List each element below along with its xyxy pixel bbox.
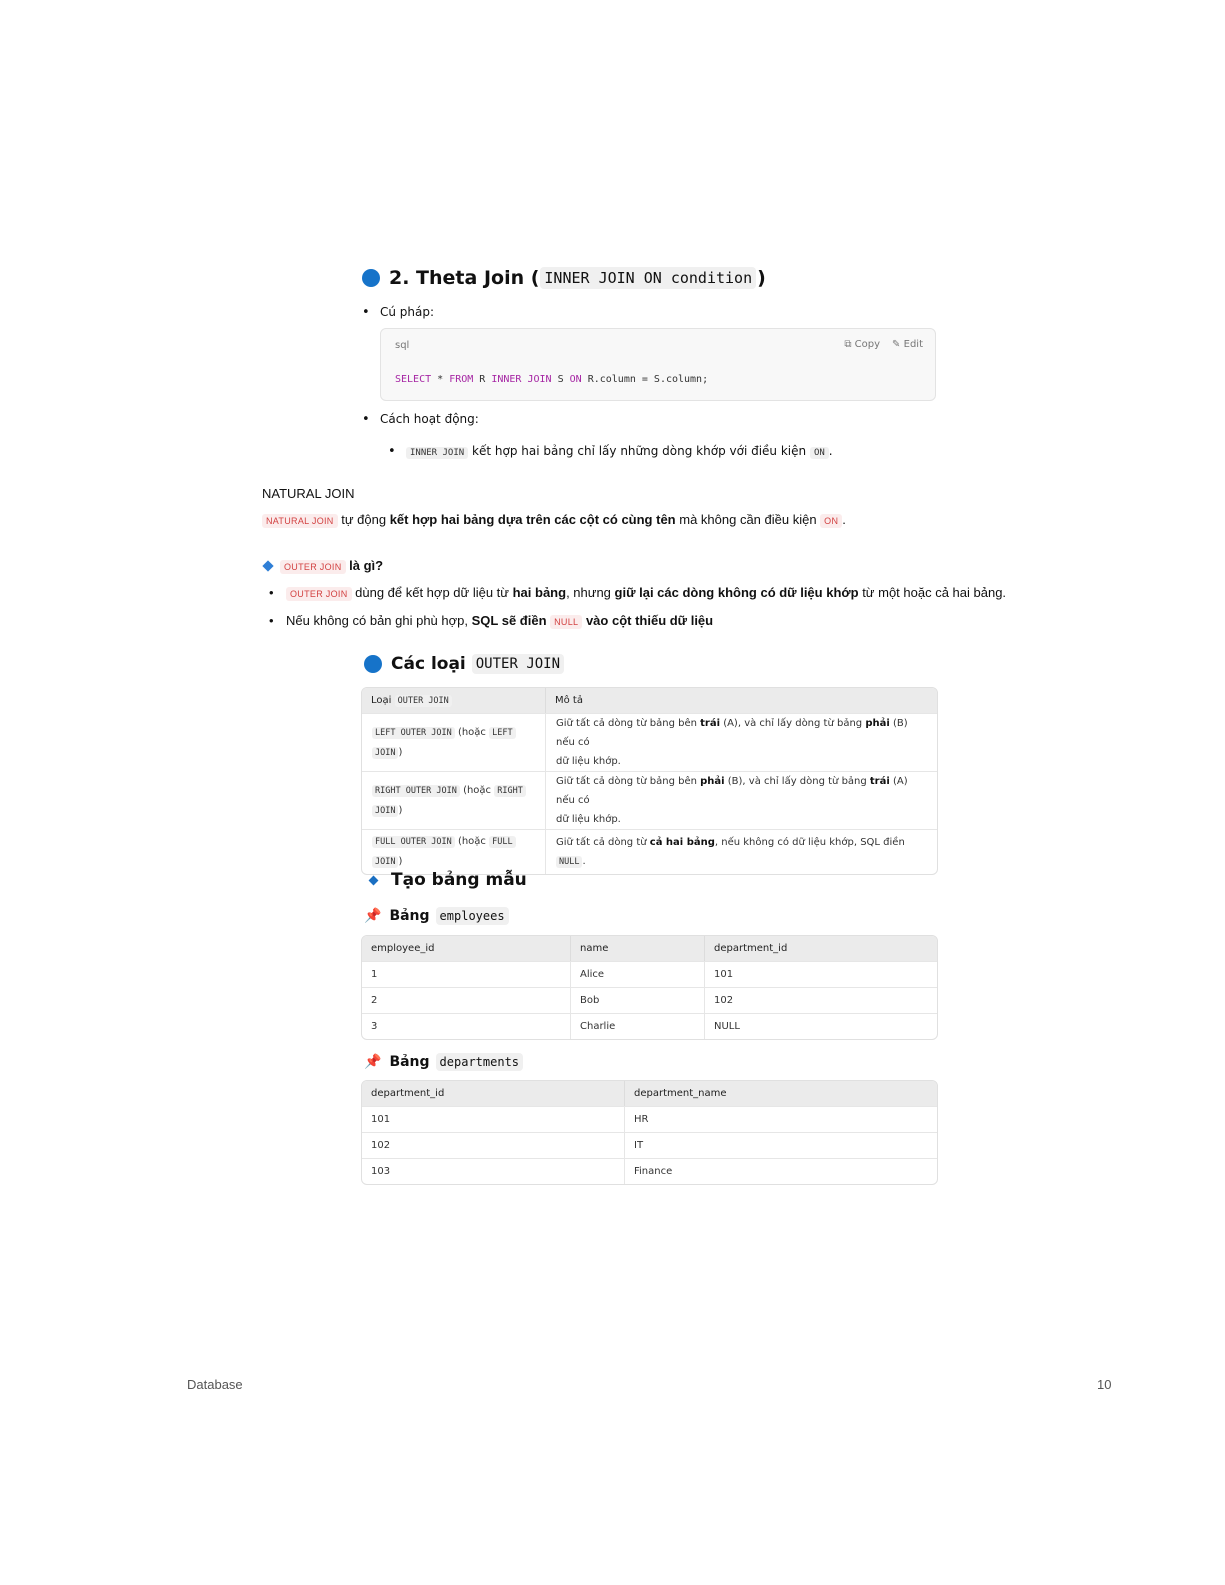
column-header: department_name bbox=[625, 1081, 937, 1106]
copy-button[interactable] bbox=[844, 339, 880, 350]
inline-code: JOIN bbox=[372, 805, 398, 817]
inline-code-outer: OUTER JOIN bbox=[280, 560, 346, 574]
natural-join-title: NATURAL JOIN bbox=[262, 486, 355, 501]
inline-code: RIGHT bbox=[494, 785, 526, 797]
sub-end: . bbox=[828, 444, 833, 458]
b1-text-2: , nhưng bbox=[566, 585, 615, 600]
outer-types-heading bbox=[364, 650, 564, 678]
column-header: department_id bbox=[705, 936, 937, 961]
footer-title: Database bbox=[187, 1377, 243, 1392]
outer-bullet-2: • Nếu không có bản ghi phù hợp, SQL sẽ điền NULL vào cột thiếu dữ liệu bbox=[269, 613, 714, 628]
table-cell: 3 bbox=[362, 1013, 571, 1039]
natural-bold: kết hợp hai bảng dựa trên các cột có cùng tên bbox=[389, 512, 676, 527]
inline-code: LEFT bbox=[489, 727, 515, 739]
outer-join-types-table bbox=[361, 687, 938, 875]
types-heading-code: OUTER JOIN bbox=[472, 654, 564, 674]
sample-heading bbox=[364, 866, 527, 894]
b1-bold-1: hai bảng bbox=[512, 585, 567, 600]
diamond-icon bbox=[262, 560, 273, 571]
inline-code: INNER JOIN bbox=[406, 447, 468, 459]
cell-type bbox=[362, 771, 546, 829]
copy-label: Copy bbox=[854, 339, 881, 350]
table-cell: 2 bbox=[362, 987, 571, 1013]
b1-bold-2: giữ lại các dòng không có dữ liệu khớp bbox=[614, 585, 859, 600]
code-line bbox=[395, 374, 708, 385]
table-row bbox=[362, 1106, 937, 1132]
outer-bullet-1: • OUTER JOIN dùng để kết hợp dữ liệu từ hai bảng, nhưng giữ lại các dòng không có dữ liệu khớp từ một hoặc cả hai bảng. bbox=[269, 585, 1007, 600]
code-s: S bbox=[551, 374, 570, 385]
heading-text-end: ) bbox=[757, 267, 766, 289]
edit-button[interactable] bbox=[892, 339, 923, 350]
table-cell: 102 bbox=[705, 987, 937, 1013]
table-cell: 101 bbox=[362, 1106, 625, 1132]
inline-code-on: ON bbox=[820, 514, 842, 528]
types-heading-text: Các loại bbox=[391, 654, 466, 674]
inline-code: FULL bbox=[489, 836, 515, 848]
inline-code: FULL OUTER JOIN bbox=[372, 836, 455, 848]
cell-text: (hoặc bbox=[454, 726, 490, 738]
inline-code: LEFT OUTER JOIN bbox=[372, 727, 455, 739]
blue-circle-icon bbox=[364, 655, 382, 673]
table-cell: 102 bbox=[362, 1132, 625, 1158]
syntax-label: • Cú pháp: bbox=[380, 305, 434, 319]
table-cell: Bob bbox=[571, 987, 705, 1013]
diamond-icon bbox=[369, 875, 379, 885]
cell-text: (hoặc bbox=[459, 784, 495, 796]
table-row bbox=[362, 1013, 937, 1039]
inline-code: NULL bbox=[556, 856, 582, 868]
table-label: Bảng bbox=[389, 908, 430, 924]
sample-heading-text: Tạo bảng mẫu bbox=[391, 870, 527, 890]
b2-bold-1: SQL sẽ điền bbox=[471, 613, 551, 628]
edit-label: Edit bbox=[903, 339, 923, 350]
natural-end: . bbox=[842, 512, 846, 527]
how-label: • Cách hoạt động: bbox=[380, 412, 479, 426]
employees-heading bbox=[364, 905, 509, 927]
inline-code-natural: NATURAL JOIN bbox=[262, 514, 338, 528]
natural-text-2: mà không cần điều kiện bbox=[675, 512, 821, 527]
sub-text: kết hợp hai bảng chỉ lấy những dòng khớp với điều kiện bbox=[472, 444, 807, 458]
code-condition: R.column = S.column; bbox=[581, 374, 709, 385]
cell-desc: Giữ tất cả dòng từ bảng bên trái (A), và chỉ lấy dòng từ bảng phải (B) nếu có dữ liệu khớp. bbox=[546, 713, 937, 771]
column-header-desc: Mô tả bbox=[546, 688, 937, 713]
theta-join-heading bbox=[362, 264, 766, 292]
kw-select: SELECT bbox=[395, 374, 432, 385]
copy-icon: ⧉ bbox=[844, 339, 852, 350]
table-row bbox=[362, 771, 937, 829]
inline-code-outer: OUTER JOIN bbox=[286, 587, 352, 601]
pushpin-icon: 📌 bbox=[364, 908, 382, 924]
table-cell: IT bbox=[625, 1132, 937, 1158]
table-header-row bbox=[362, 1081, 937, 1106]
table-row bbox=[362, 713, 937, 771]
table-row bbox=[362, 1132, 937, 1158]
column-header: employee_id bbox=[362, 936, 571, 961]
pushpin-icon: 📌 bbox=[364, 1054, 382, 1070]
column-header: name bbox=[571, 936, 705, 961]
b1-text-3: từ một hoặc cả hai bảng. bbox=[858, 585, 1007, 600]
table-name-code: departments bbox=[436, 1053, 523, 1071]
table-header-row bbox=[362, 688, 937, 713]
page-number: 10 bbox=[1097, 1377, 1112, 1392]
b2-text-1: Nếu không có bản ghi phù hợp, bbox=[286, 613, 472, 628]
table-row bbox=[362, 987, 937, 1013]
blue-circle-icon bbox=[362, 269, 380, 287]
table-cell: HR bbox=[625, 1106, 937, 1132]
b1-text-1: dùng để kết hợp dữ liệu từ bbox=[351, 585, 513, 600]
table-cell: Alice bbox=[571, 961, 705, 987]
departments-heading bbox=[364, 1051, 523, 1073]
outer-join-title bbox=[264, 558, 383, 573]
cell-text: (hoặc bbox=[454, 836, 490, 847]
cell-text: ) bbox=[398, 746, 403, 758]
heading-text: 2. Theta Join ( bbox=[389, 267, 540, 289]
table-cell: Finance bbox=[625, 1158, 937, 1184]
column-header: department_id bbox=[362, 1081, 625, 1106]
table-cell: 101 bbox=[705, 961, 937, 987]
b2-bold-2: vào cột thiếu dữ liệu bbox=[582, 613, 714, 628]
natural-text-1: tự động bbox=[337, 512, 390, 527]
cell-desc: Giữ tất cả dòng từ bảng bên phải (B), và chỉ lấy dòng từ bảng trái (A) nếu có dữ liệu khớp. bbox=[546, 771, 937, 829]
code-r: R bbox=[473, 374, 492, 385]
edit-icon: ✎ bbox=[892, 339, 901, 350]
heading-code: INNER JOIN ON condition bbox=[540, 267, 756, 289]
cell-text: ) bbox=[398, 804, 403, 816]
table-label: Bảng bbox=[389, 1054, 430, 1070]
departments-table bbox=[361, 1080, 938, 1185]
kw-from: FROM bbox=[449, 374, 474, 385]
sql-code-block bbox=[380, 328, 936, 401]
inline-code: RIGHT OUTER JOIN bbox=[372, 785, 460, 797]
how-sub-item bbox=[406, 444, 833, 458]
table-row bbox=[362, 961, 937, 987]
table-cell: Charlie bbox=[571, 1013, 705, 1039]
kw-inner-join: INNER JOIN bbox=[491, 374, 552, 385]
table-cell: NULL bbox=[705, 1013, 937, 1039]
outer-title-suffix: là gì? bbox=[345, 558, 384, 573]
table-header-row bbox=[362, 936, 937, 961]
cell-type bbox=[362, 713, 546, 771]
cell-text: ) bbox=[398, 856, 403, 867]
table-row bbox=[362, 1158, 937, 1184]
cell-desc: Giữ tất cả dòng từ cả hai bảng, nếu không có dữ liệu khớp, SQL điền NULL . bbox=[546, 829, 937, 874]
inline-code: JOIN bbox=[372, 747, 398, 759]
inline-code-null: NULL bbox=[550, 615, 582, 629]
kw-on: ON bbox=[569, 374, 582, 385]
code-language-label: sql bbox=[395, 340, 410, 351]
table-name-code: employees bbox=[436, 907, 509, 925]
table-cell: 103 bbox=[362, 1158, 625, 1184]
natural-join-desc bbox=[262, 512, 846, 527]
table-cell: 1 bbox=[362, 961, 571, 987]
employees-table bbox=[361, 935, 938, 1040]
column-header-type: Loại OUTER JOIN bbox=[362, 688, 546, 713]
inline-code: JOIN bbox=[372, 856, 398, 868]
code-star: * bbox=[431, 374, 450, 385]
inline-code-on: ON bbox=[810, 447, 829, 459]
